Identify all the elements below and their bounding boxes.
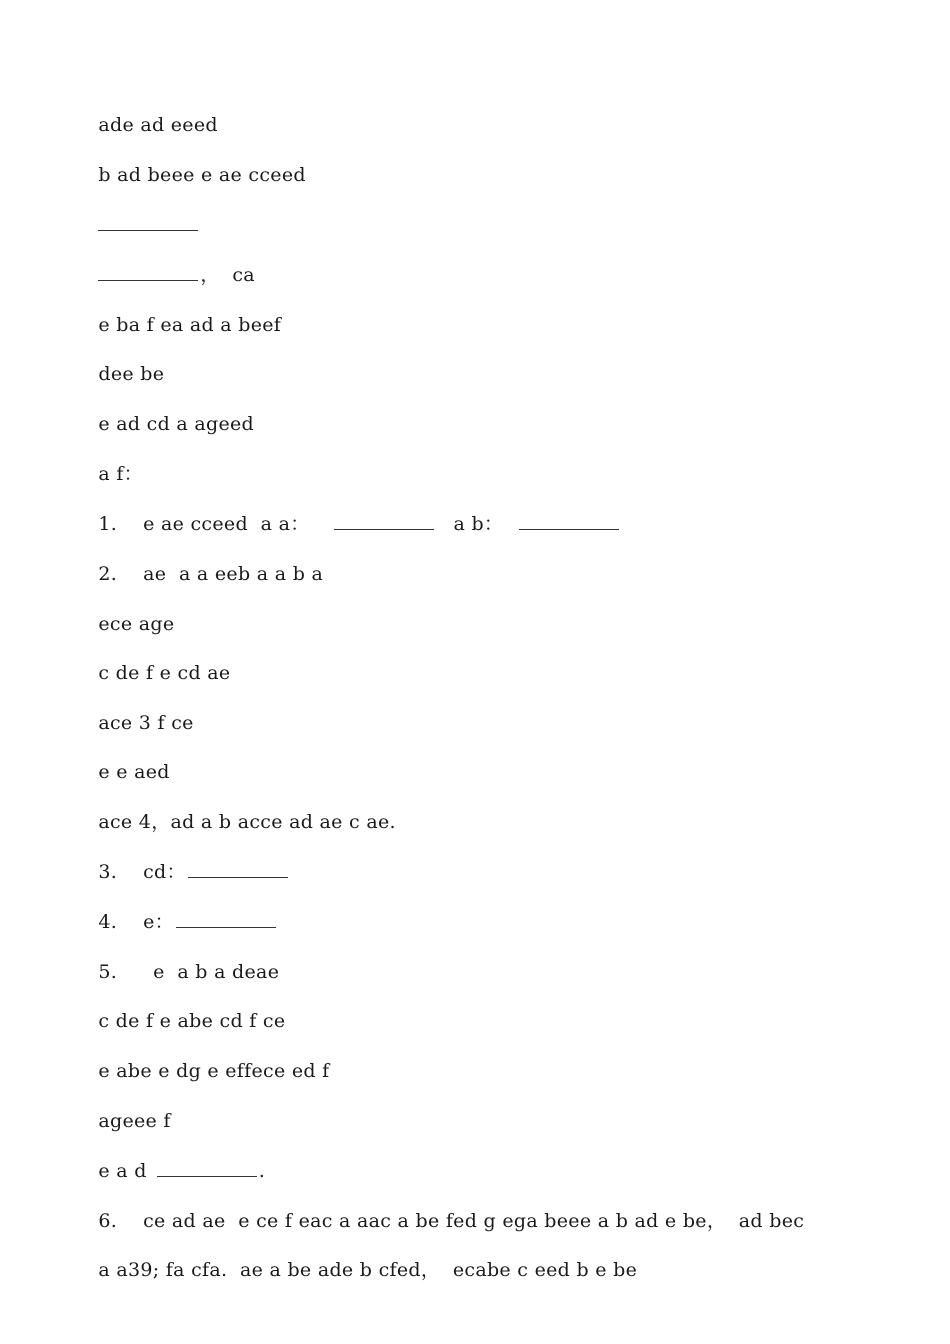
question-4 — [73, 886, 278, 933]
question-text: e ae cceed a a： — [143, 513, 310, 535]
line-text: ade ad eeed — [98, 114, 218, 136]
text-line — [73, 786, 396, 833]
question-number: 4. — [98, 911, 118, 933]
question-text: ce ad ae e ce f eac a aac a be fed g ega beee a b ad e be， ad bec — [143, 1210, 805, 1232]
line-text: a a39; fa cfa. ae a be ade b cfed， ecabe c eed b e be — [98, 1259, 638, 1281]
text-line — [73, 1085, 171, 1132]
line-text: ace 4，ad a b acce ad ae c ae. — [98, 811, 396, 833]
answer-blank-a[interactable] — [334, 512, 434, 530]
line-text: e a d — [98, 1160, 147, 1182]
line-text: dee be — [98, 363, 165, 385]
line-text: e e aed — [98, 761, 170, 783]
question-number: 3. — [98, 861, 118, 883]
answer-blank[interactable] — [98, 263, 198, 281]
text-line — [73, 338, 165, 385]
text-line — [73, 89, 218, 136]
question-text: cd： — [143, 861, 186, 883]
question-6 — [73, 1185, 805, 1232]
answer-blank[interactable] — [176, 910, 276, 928]
answer-blank[interactable] — [188, 860, 288, 878]
question-text: a b： — [453, 513, 504, 535]
text-line — [73, 289, 282, 336]
answer-blank-line — [73, 189, 200, 213]
text-line — [73, 239, 255, 286]
question-5 — [73, 936, 280, 983]
text-line — [73, 736, 170, 783]
question-number: 2. — [98, 563, 118, 585]
question-number: 5. — [98, 961, 118, 983]
line-text: a f： — [98, 463, 143, 485]
text-line — [73, 388, 255, 435]
question-text: ae a a eeb a a b a — [143, 563, 324, 585]
text-line — [73, 687, 194, 734]
question-text: e a b a deae — [153, 961, 280, 983]
line-text: ace 3 f ce — [98, 712, 194, 734]
question-3 — [73, 836, 290, 883]
text-line — [73, 637, 231, 684]
text-line — [73, 438, 143, 485]
line-text: ageee f — [98, 1110, 171, 1132]
line-text: e ad cd a ageed — [98, 413, 255, 435]
question-2 — [73, 538, 324, 585]
line-text: e abe e dg e effece ed f — [98, 1060, 330, 1082]
text-line — [73, 588, 175, 635]
line-text: c de f e cd ae — [98, 662, 231, 684]
answer-blank[interactable] — [98, 213, 198, 231]
line-text: e ba f ea ad a beef — [98, 314, 282, 336]
answer-blank-b[interactable] — [519, 512, 619, 530]
line-text: b ad beee e ae cceed — [98, 164, 306, 186]
text-line — [73, 1135, 266, 1182]
text-line — [73, 985, 286, 1032]
question-1 — [73, 488, 621, 535]
question-number: 6. — [98, 1210, 118, 1232]
line-text: ， ca — [200, 264, 255, 286]
answer-blank[interactable] — [157, 1159, 257, 1177]
line-text: ece age — [98, 613, 175, 635]
question-text: e： — [143, 911, 174, 933]
text-line — [73, 1035, 330, 1082]
text-line — [73, 139, 306, 186]
line-text: c de f e abe cd f ce — [98, 1010, 286, 1032]
text-line — [73, 1234, 638, 1281]
question-number: 1. — [98, 513, 118, 535]
line-text: . — [258, 1160, 266, 1182]
